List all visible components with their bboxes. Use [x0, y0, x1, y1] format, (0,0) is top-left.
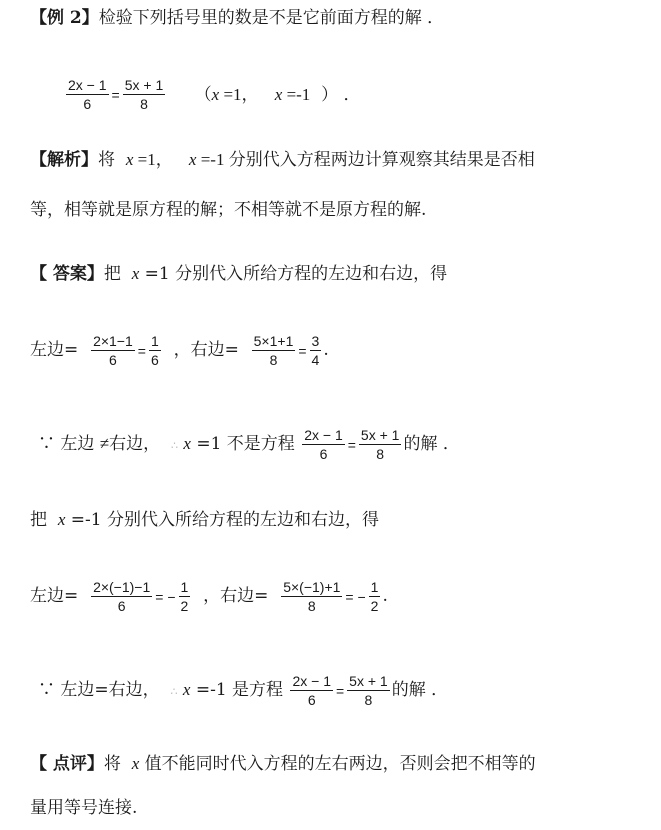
analysis-label: 【解析】: [30, 150, 98, 170]
denominator: 6: [307, 692, 316, 708]
paren-close: ）: [321, 84, 339, 105]
because-symbol: ∵: [38, 434, 55, 454]
denominator: 6: [83, 96, 92, 112]
fraction: [66, 76, 109, 113]
conclusion-line-2: [38, 672, 448, 709]
fraction: [290, 672, 333, 709]
variable-x: x: [183, 434, 191, 453]
numerator: 2x − 1: [68, 77, 107, 93]
not-equal-sign: ≠: [99, 434, 110, 453]
denominator: 4: [311, 352, 320, 368]
therefore-symbol: ∴: [170, 685, 178, 698]
answer-label: 【 答案】: [30, 264, 104, 284]
variable-x: x: [125, 150, 134, 169]
end-dot: ．: [343, 84, 361, 105]
denominator: 6: [117, 598, 126, 614]
numerator: 5×1+1: [253, 333, 294, 349]
fraction: [149, 332, 161, 369]
paren-open: （: [194, 84, 212, 105]
denominator: 8: [269, 352, 278, 368]
variable-x: x: [131, 754, 140, 773]
analysis-line-1: [30, 148, 535, 172]
text: 右边，: [109, 434, 161, 454]
end-dot: .: [323, 340, 329, 360]
text: 的解 ．: [391, 680, 449, 700]
text: 等，相等就是原方程的解；不相等就不是原方程的解.: [30, 200, 427, 220]
text: 的解 ．: [403, 434, 460, 454]
calc-line-1: [30, 332, 329, 369]
value: =1，: [133, 150, 173, 169]
variable-x: x: [274, 84, 283, 104]
numerator: 5×(−1)+1: [283, 579, 341, 595]
denominator: 2: [180, 598, 189, 614]
text: 左边: [60, 434, 95, 454]
text: =1 不是方程: [190, 434, 295, 454]
denominator: 8: [140, 96, 148, 112]
numerator: 1: [180, 579, 189, 595]
denominator: 8: [307, 598, 316, 614]
fraction: [369, 578, 381, 615]
variable-x: x: [131, 264, 140, 283]
value: =-1: [282, 84, 311, 104]
denominator: 6: [109, 352, 117, 368]
variable-x: x: [57, 510, 66, 529]
equals-sign: =: [335, 682, 345, 699]
answer-line-1: [30, 262, 447, 286]
numerator: 2×(−1)−1: [93, 579, 151, 595]
numerator: 5x + 1: [360, 427, 400, 443]
fraction: [281, 578, 342, 615]
right-side-label: ，右边=: [173, 340, 239, 360]
example-text: 检验下列括号里的数是不是它前面方程的解 ．: [98, 8, 445, 28]
text: 量用等号连接.: [30, 798, 138, 818]
text: 值不能同时代入方程的左右两边，否则会把不相等的: [139, 754, 536, 774]
text: 将: [98, 150, 115, 170]
value: =-1: [196, 150, 229, 169]
end-dot: .: [382, 586, 388, 606]
variable-x: x: [211, 84, 220, 104]
equals-minus: = −: [155, 588, 176, 605]
denominator: 6: [319, 446, 328, 462]
denominator: 8: [364, 692, 373, 708]
analysis-line-2: [30, 198, 426, 222]
equals-sign: =: [298, 342, 307, 359]
equals-sign: =: [137, 342, 146, 359]
therefore-symbol: ∴: [170, 439, 178, 452]
fraction: [179, 578, 191, 615]
fraction: [359, 426, 402, 463]
comment-label: 【 点评】: [30, 754, 104, 774]
equals-sign: =: [111, 86, 120, 103]
comment-line-1: [30, 752, 536, 776]
text: 分别代入方程两边计算观察其结果是否相: [228, 150, 535, 170]
example-label: 【例 2】: [30, 8, 99, 28]
numerator: 5x + 1: [349, 673, 388, 689]
right-side-label: ，右边=: [203, 586, 269, 606]
denominator: 6: [150, 352, 159, 368]
numerator: 3: [311, 333, 320, 349]
left-side-label: 左边=: [30, 586, 79, 606]
answer-line-2: [30, 508, 379, 532]
numerator: 2×1−1: [93, 333, 133, 349]
fraction: [123, 76, 166, 113]
text: 把: [103, 264, 121, 284]
text: =1 分别代入所给方程的左边和右边，得: [139, 264, 448, 284]
fraction: [347, 672, 390, 709]
text: 将: [103, 754, 121, 774]
fraction: [91, 332, 135, 369]
value: =1，: [219, 84, 259, 104]
text: =-1 是方程: [190, 680, 284, 700]
numerator: 1: [370, 579, 379, 595]
equals-minus: = −: [345, 588, 366, 605]
variable-x: x: [182, 680, 191, 699]
fraction: [91, 578, 152, 615]
because-symbol: ∵: [38, 680, 55, 700]
fraction: [252, 332, 296, 369]
text: 把: [30, 510, 47, 530]
calc-line-2: [30, 578, 388, 615]
numerator: 5x + 1: [124, 77, 164, 93]
conclusion-line-1: [38, 426, 460, 463]
left-side-label: 左边=: [30, 340, 79, 360]
example-equation-line: [64, 76, 361, 113]
equals-sign: =: [347, 436, 356, 453]
comment-line-2: [30, 796, 137, 820]
numerator: 2x − 1: [292, 673, 331, 689]
text: 左边=右边，: [60, 680, 160, 700]
text: =-1 分别代入所给方程的左边和右边，得: [65, 510, 379, 530]
variable-x: x: [188, 150, 197, 169]
denominator: 8: [376, 446, 385, 462]
fraction: [302, 426, 345, 463]
fraction: [310, 332, 322, 369]
example-title-line: [30, 6, 444, 30]
denominator: 2: [370, 598, 379, 614]
candidate-values: [195, 83, 361, 107]
numerator: 2x − 1: [304, 427, 343, 443]
numerator: 1: [150, 333, 159, 349]
